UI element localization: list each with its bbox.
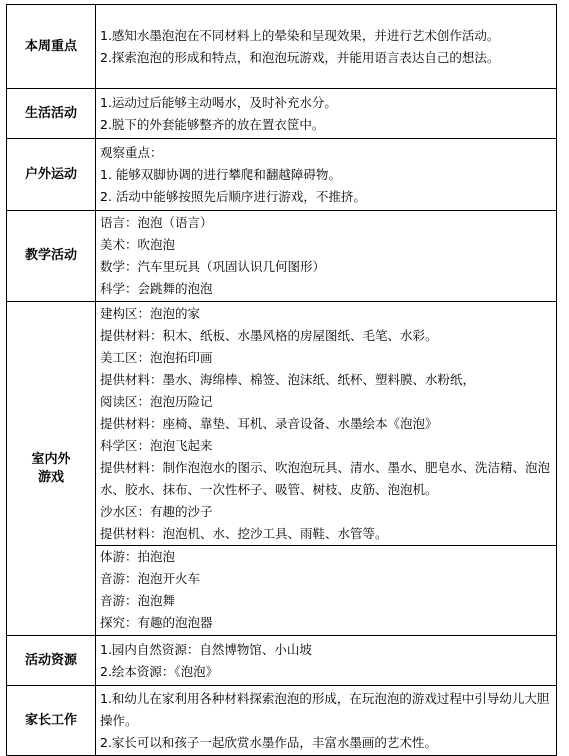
games-line-5: 阅读区：泡泡历险记 [100, 394, 213, 409]
label-games [7, 302, 96, 636]
parents-line-2: 2.家长可以和孩子一起欣赏水墨作品，丰富水墨画的艺术性。 [100, 734, 437, 750]
content-teaching [96, 211, 557, 302]
weekly-plan-table [6, 4, 557, 756]
outdoor-line-1: 观察重点： [100, 144, 163, 160]
indoor-games [100, 303, 552, 545]
teaching-line-3: 数学：汽车里玩具（巩固认识几何图形） [100, 259, 326, 274]
label-teaching: 教学活动 [7, 211, 96, 302]
games-line-10: 提供材料：泡泡机、水、挖沙工具、雨鞋、水管等。 [100, 526, 388, 541]
row-games [7, 302, 557, 636]
outdoor-games [96, 545, 556, 634]
focus-line-1: 1.感知水墨泡泡在不同材料上的晕染和呈现效果，并进行艺术创作活动。 [100, 27, 500, 43]
outdoor-line-2: 1. 能够双脚协调的进行攀爬和翻越障碍物。 [100, 166, 341, 182]
focus-line-2: 2.探索泡泡的形成和特点，和泡泡玩游戏，并能用语言表达自己的想法。 [100, 49, 500, 65]
content-life [96, 89, 557, 139]
label-resources: 活动资源 [7, 636, 96, 686]
outdoor-games-line-4: 探究：有趣的泡泡器 [100, 615, 213, 630]
teaching-line-2: 美术：吹泡泡 [100, 237, 176, 252]
content-resources [96, 636, 557, 686]
games-line-7: 科学区：泡泡飞起来 [100, 438, 213, 453]
resources-line-2: 2.绘本资源：《泡泡》 [100, 663, 219, 679]
label-parents: 家长工作 [7, 686, 96, 756]
outdoor-line-3: 2. 活动中能够按照先后顺序进行游戏，不推挤。 [100, 188, 366, 204]
games-line-2: 提供材料：积木、纸板、水墨风格的房屋图纸、毛笔、水彩。 [100, 328, 438, 343]
games-line-8: 提供材料：制作泡泡水的图示、吹泡泡玩具、清水、墨水、肥皂水、洗洁精、泡泡水、胶水、抹布、一次性杯子、吸管、树枝、皮筋、泡泡机。 [100, 460, 551, 497]
label-focus: 本周重点 [7, 5, 96, 89]
content-focus [96, 5, 557, 89]
row-resources [7, 636, 557, 686]
games-line-6: 提供材料：座椅、靠垫、耳机、录音设备、水墨绘本《泡泡》 [100, 416, 438, 431]
outdoor-games-line-2: 音游：泡泡开火车 [100, 571, 201, 586]
label-games-line-2: 游戏 [37, 469, 64, 485]
label-life: 生活活动 [7, 89, 96, 139]
label-outdoor: 户外运动 [7, 139, 96, 211]
games-line-3: 美工区：泡泡拓印画 [100, 350, 213, 365]
games-line-4: 提供材料：墨水、海绵棒、棉签、泡沫纸、纸杯、塑料膜、水粉纸， [100, 372, 476, 387]
row-focus [7, 5, 557, 89]
row-teaching [7, 211, 557, 302]
games-line-9: 沙水区：有趣的沙子 [100, 504, 213, 519]
outdoor-games-line-1: 体游：拍泡泡 [100, 549, 176, 564]
teaching-line-4: 科学：会跳舞的泡泡 [100, 281, 213, 296]
row-parents [7, 686, 557, 756]
outdoor-games-line-3: 音游：泡泡舞 [100, 593, 176, 608]
content-parents [96, 686, 557, 756]
games-line-1: 建构区：泡泡的家 [100, 306, 201, 321]
label-games-line-1: 室内外 [31, 451, 71, 467]
content-outdoor [96, 139, 557, 211]
life-line-2: 2.脱下的外套能够整齐的放在置衣筐中。 [100, 116, 325, 132]
row-life [7, 89, 557, 139]
content-games [96, 302, 557, 636]
resources-line-1: 1.园内自然资源：自然博物馆、小山坡 [100, 641, 312, 657]
weekly-plan-document [6, 4, 557, 756]
parents-line-1: 1.和幼儿在家利用各种材料探索泡泡的形成，在玩泡泡的游戏过程中引导幼儿大胆操作。 [100, 690, 550, 728]
teaching-line-1: 语言：泡泡（语言） [100, 215, 213, 230]
life-line-1: 1.运动过后能够主动喝水，及时补充水分。 [100, 94, 337, 110]
row-outdoor [7, 139, 557, 211]
